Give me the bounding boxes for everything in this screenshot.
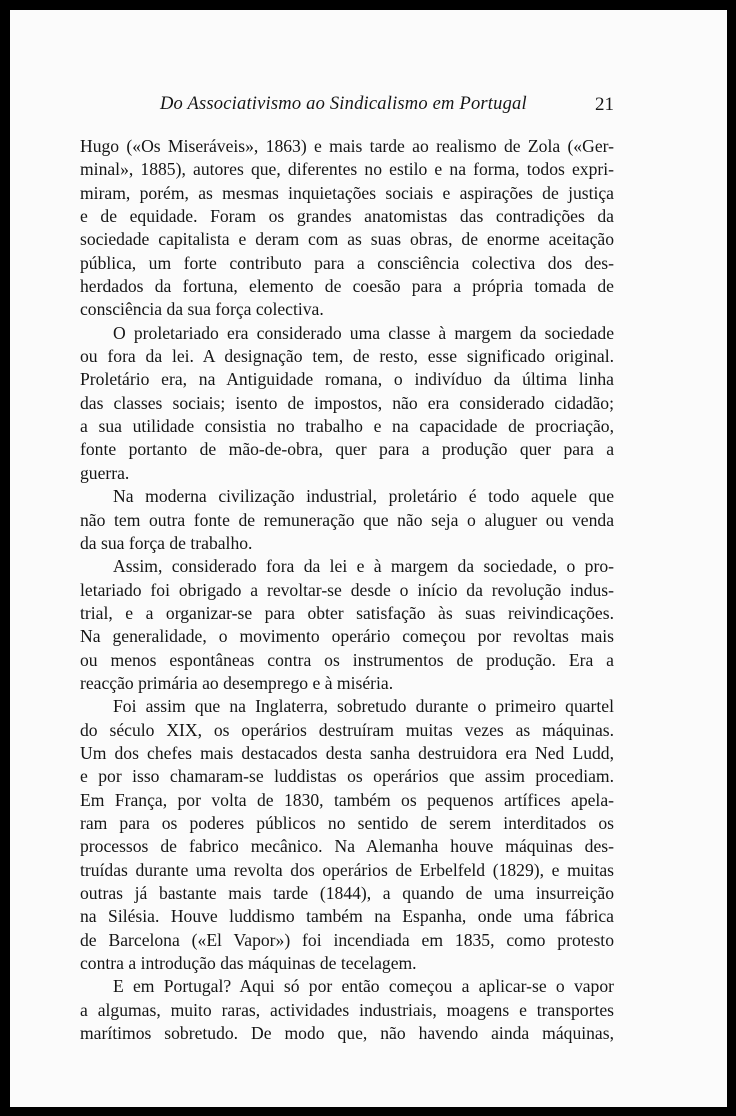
text-line: das classes sociais; isento de impostos, não era considerado cidadão; (80, 392, 614, 413)
text-line: reacção primária ao desemprego e à miséria. (80, 672, 394, 693)
book-page (10, 10, 727, 1107)
text-line: de Barcelona («El Vapor») foi incendiada em 1835, como protesto (80, 929, 614, 950)
text-line: Proletário era, na Antiguidade romana, o indivíduo da última linha (80, 369, 614, 390)
page-header (80, 94, 614, 124)
text-line: herdados da fortuna, elemento de coesão para a própria tomada de (80, 276, 614, 297)
text-line: outras já bastante mais tarde (1844), a quando de uma insurreição (80, 883, 614, 903)
text-line: do século XIX, os operários destruíram muitas vezes as máquinas. (80, 719, 614, 740)
text-line: fonte portanto de mão-de-obra, quer para a produção quer para a (80, 439, 614, 460)
text-line: sociedade capitalista e deram com as suas obras, de enorme aceitação (80, 229, 614, 250)
text-line: trial, e a organizar-se para obter satisfação às suas reivindicações. (80, 602, 614, 623)
text-line: pública, um forte contributo para a consciência colectiva dos des- (80, 252, 614, 273)
text-line: Foi assim que na Inglaterra, sobretudo durante o primeiro quartel (113, 696, 614, 717)
text-line: Na moderna civilização industrial, proletário é todo aquele que (113, 486, 614, 507)
text-line: ou fora da lei. A designação tem, de resto, esse significado original. (80, 346, 614, 367)
text-line: O proletariado era considerado uma classe à margem da sociedade (113, 322, 614, 343)
text-line: miram, porém, as mesmas inquietações sociais e aspirações de justiça (80, 182, 614, 203)
text-line: da sua força de trabalho. (80, 532, 253, 553)
text-line: ram para os poderes públicos no sentido de serem interditados os (80, 812, 614, 833)
text-line: a sua utilidade consistia no trabalho e na capacidade de procriação, (80, 416, 614, 437)
text-line: Um dos chefes mais destacados desta sanha destruidora era Ned Ludd, (80, 742, 614, 763)
text-line: guerra. (80, 462, 130, 483)
text-line: Hugo («Os Miseráveis», 1863) e mais tarde ao realismo de Zola («Ger- (80, 136, 614, 156)
text-line: minal», 1885), autores que, diferentes no estilo e na forma, todos expri- (80, 159, 614, 180)
text-line: e de equidade. Foram os grandes anatomistas das contradições da (80, 206, 614, 227)
running-title: Do Associativismo ao Sindicalismo em Portugal (160, 94, 527, 114)
page-number: 21 (595, 94, 614, 115)
text-line: e por isso chamaram-se luddistas os operários que assim procediam. (80, 766, 614, 787)
text-line: ou menos espontâneas contra os instrumentos de produção. Era a (80, 649, 614, 670)
text-line: processos de fabrico mecânico. Na Alemanha houve máquinas des- (80, 836, 614, 857)
text-line: Em França, por volta de 1830, também os pequenos artífices apela- (80, 789, 614, 810)
body-text (80, 135, 614, 1045)
text-line: não tem outra fonte de remuneração que não seja o aluguer ou venda (80, 509, 614, 530)
text-line: Assim, considerado fora da lei e à margem da sociedade, o pro- (113, 556, 614, 577)
text-line: a algumas, muito raras, actividades industriais, moagens e transportes (80, 999, 614, 1020)
text-line: letariado foi obrigado a revoltar-se desde o início da revolução indus- (80, 579, 614, 600)
text-line: na Silésia. Houve luddismo também na Espanha, onde uma fábrica (80, 906, 614, 927)
text-line: contra a introdução das máquinas de tecelagem. (80, 953, 417, 974)
text-line: truídas durante uma revolta dos operários de Erbelfeld (1829), e muitas (80, 859, 614, 880)
text-line: E em Portugal? Aqui só por então começou a aplicar-se o vapor (113, 976, 614, 997)
text-line: marítimos sobretudo. De modo que, não havendo ainda máquinas, (80, 1023, 614, 1044)
text-line: consciência da sua força colectiva. (80, 299, 324, 320)
text-line: Na generalidade, o movimento operário começou por revoltas mais (80, 626, 614, 647)
